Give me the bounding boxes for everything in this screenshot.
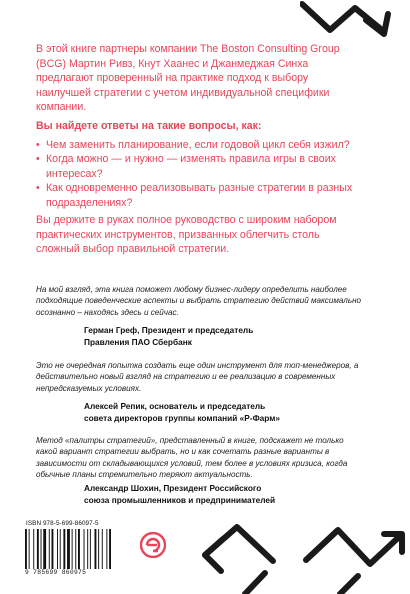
barcode-digits: 9 785699 860975 [25,569,87,576]
list-item: • Когда можно — и нужно — изменять правила игры в своих интересах? [36,152,371,181]
questions-heading: Вы найдете ответы на такие вопросы, как: [36,120,262,132]
barcode-bar [98,529,99,569]
closing-statement: Вы держите в руках полное руководство с широким набором практических инструментов, призванных облегчить столь сложный выбор правильной стратегии. [36,214,337,256]
book-description: В этой книге партнеры компании The Boston Consulting Group (BCG) Мартин Ривз, Кнут Хаанес и Джанмеджая Синха предлагают проверенный на практике подход к выбору наилучшей стратегии с учетом индивидуальной специфики компании. [36,43,340,114]
testimonial-author [84,401,354,424]
barcode-bar [25,529,27,569]
author-name: Алексей Репик, основатель и председатель [84,401,266,411]
barcode-bar [95,529,97,569]
barcode-bar [49,529,50,569]
author-name: Александр Шохин, Президент Российского [84,483,262,493]
barcode-bar [75,529,76,569]
barcode-bar [67,529,70,569]
barcode-bar [87,529,88,569]
barcode-bar [106,529,107,569]
barcode-bar [33,529,34,569]
questions-list [36,138,371,210]
barcode-bar [78,529,80,569]
author-title: совета директоров группы компаний «Р-Фарм» [84,412,280,423]
barcode-bar [57,529,58,569]
barcode-bar [72,529,73,569]
testimonial-author [84,325,354,348]
testimonial-author [84,483,354,506]
barcode-block [24,520,128,576]
list-item: • Чем заменить планирование, если годовой цикл себя изжил? [36,138,371,152]
barcode-bar [102,529,103,569]
barcode-bar [41,529,42,569]
barcode-bar [29,529,30,569]
barcode-bar [52,529,54,569]
author-title: Правления ПАО Сбербанк [84,336,192,347]
isbn-text: ISBN 978-5-699-86097-5 [26,520,99,527]
testimonial-quote: Метод «палитры стратегий», представленный в книге, подскажет не только какой вариант стратегии выбрать, но и как сочетать разные варианты в зависимости от складывающихся условий, тем более в условиях кризиса, когда обычные планы стремительно теряют актуальность. [36,436,348,479]
decorative-arrow-bottom-left [195,515,290,594]
barcode-bar [43,529,46,569]
barcode-bar [37,529,39,569]
barcode-image [24,529,124,569]
barcode-bar [63,529,65,569]
testimonial-quote: Это не очередная попытка создать еще один инструмент для топ-менеджеров, а действительно новый взгляд на стратегию и ее реализацию в современных непредсказуемых условиях. [36,361,359,393]
list-item: • Как одновременно реализовывать разные стратегии в разных подразделениях? [36,181,371,210]
publisher-logo-icon [140,532,166,558]
barcode-bar [60,529,61,569]
barcode-bar [84,529,85,569]
barcode-bar [90,529,91,569]
barcode-bar [109,529,111,569]
author-title: союза промышленников и предпринимателей [84,494,276,505]
author-name: Герман Греф, Президент и председатель [84,325,254,335]
decorative-arrow-bottom-right [300,500,410,594]
testimonial-quote: На мой взгляд, эта книга поможет любому бизнес-лидеру определить наиболее подходящие поведенческие аспекты и выбрать стратегию действий максимально осознанно – находясь здесь и сейчас. [36,285,362,317]
